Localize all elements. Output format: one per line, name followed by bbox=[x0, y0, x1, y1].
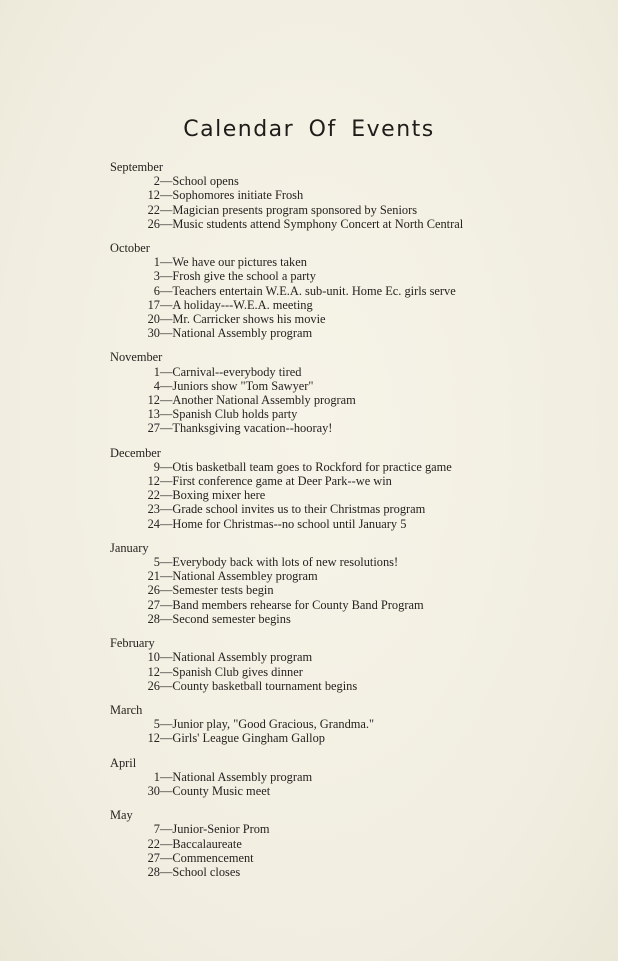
event-description: Otis basketball team goes to Rockford for practice game bbox=[172, 459, 452, 474]
event-item bbox=[110, 203, 574, 217]
month-section-september bbox=[104, 160, 574, 231]
event-item bbox=[110, 598, 574, 612]
event-day: 28 bbox=[147, 611, 160, 626]
event-dash: — bbox=[160, 269, 173, 284]
event-dash: — bbox=[160, 583, 173, 598]
event-day: 24 bbox=[147, 516, 160, 531]
event-dash: — bbox=[160, 611, 173, 626]
event-item bbox=[110, 679, 574, 693]
event-dash: — bbox=[160, 297, 173, 312]
event-item bbox=[110, 837, 574, 851]
event-description: Grade school invites us to their Christmas program bbox=[172, 502, 426, 517]
event-dash: — bbox=[160, 850, 173, 865]
event-dash: — bbox=[160, 174, 173, 189]
event-item bbox=[110, 421, 574, 435]
event-day: 26 bbox=[147, 583, 160, 598]
event-day: 12 bbox=[147, 474, 160, 489]
event-day: 1 bbox=[153, 364, 160, 379]
event-description: Thanksgiving vacation--hooray! bbox=[172, 421, 333, 436]
event-day: 1 bbox=[153, 769, 160, 784]
event-description: School opens bbox=[172, 174, 239, 189]
event-description: National Assembly program bbox=[172, 650, 313, 665]
month-heading: September bbox=[110, 160, 163, 174]
event-item bbox=[110, 865, 574, 879]
event-day: 20 bbox=[147, 312, 160, 327]
event-dash: — bbox=[160, 283, 173, 298]
event-day: 27 bbox=[147, 597, 160, 612]
event-dash: — bbox=[160, 378, 173, 393]
event-day: 5 bbox=[153, 717, 160, 732]
event-day: 22 bbox=[147, 836, 160, 851]
event-day: 7 bbox=[153, 822, 160, 837]
event-dash: — bbox=[160, 731, 173, 746]
event-dash: — bbox=[160, 717, 173, 732]
event-day: 12 bbox=[147, 393, 160, 408]
event-description: Baccalaureate bbox=[172, 836, 242, 851]
event-dash: — bbox=[160, 783, 173, 798]
event-description: Spanish Club gives dinner bbox=[172, 664, 303, 679]
event-dash: — bbox=[160, 421, 173, 436]
event-description: Home for Christmas--no school until January 5 bbox=[172, 516, 407, 531]
month-section-may bbox=[104, 808, 574, 879]
event-description: Girls' League Gingham Gallop bbox=[172, 731, 325, 746]
event-day: 27 bbox=[147, 421, 160, 436]
month-heading: May bbox=[110, 808, 133, 823]
event-description: Music students attend Symphony Concert at North Central bbox=[172, 216, 464, 231]
event-dash: — bbox=[160, 393, 173, 408]
event-description: School closes bbox=[172, 864, 241, 879]
event-item bbox=[110, 379, 574, 393]
event-day: 22 bbox=[147, 202, 160, 217]
event-dash: — bbox=[160, 555, 173, 570]
event-day: 13 bbox=[147, 407, 160, 422]
event-description: Boxing mixer here bbox=[172, 488, 266, 503]
event-day: 12 bbox=[147, 731, 160, 746]
event-description: Teachers entertain W.E.A. sub-unit. Home Ec. girls serve bbox=[172, 283, 456, 298]
event-item bbox=[110, 650, 574, 664]
event-item bbox=[110, 217, 574, 231]
event-description: Spanish Club holds party bbox=[172, 407, 298, 422]
event-day: 9 bbox=[153, 459, 160, 474]
event-description: Semester tests begin bbox=[172, 583, 274, 598]
event-item bbox=[110, 612, 574, 626]
event-description: Junior play, "Good Gracious, Grandma." bbox=[172, 717, 375, 732]
event-item bbox=[110, 851, 574, 865]
event-list bbox=[110, 770, 574, 798]
event-dash: — bbox=[160, 188, 173, 203]
event-item bbox=[110, 312, 574, 326]
month-heading: October bbox=[110, 241, 150, 256]
event-list bbox=[110, 255, 574, 340]
event-day: 1 bbox=[153, 255, 160, 270]
event-description: Mr. Carricker shows his movie bbox=[172, 312, 326, 327]
event-description: Second semester begins bbox=[172, 611, 291, 626]
event-day: 5 bbox=[153, 555, 160, 570]
event-item bbox=[110, 784, 574, 798]
event-description: County Music meet bbox=[172, 783, 271, 798]
event-description: A holiday---W.E.A. meeting bbox=[172, 297, 313, 312]
event-item bbox=[110, 269, 574, 283]
event-list bbox=[110, 650, 574, 693]
event-dash: — bbox=[160, 864, 173, 879]
event-item bbox=[110, 488, 574, 502]
month-section-march bbox=[104, 703, 574, 746]
month-section-january bbox=[104, 541, 574, 626]
event-item bbox=[110, 822, 574, 836]
page-title: Calendar Of Events bbox=[183, 117, 435, 142]
event-day: 26 bbox=[147, 216, 160, 231]
event-item bbox=[110, 770, 574, 784]
event-dash: — bbox=[160, 822, 173, 837]
event-item bbox=[110, 569, 574, 583]
event-list bbox=[110, 822, 574, 879]
event-list bbox=[110, 174, 574, 231]
event-description: National Assembly program bbox=[172, 326, 313, 341]
event-item bbox=[110, 583, 574, 597]
month-section-november bbox=[104, 350, 574, 435]
event-day: 4 bbox=[153, 378, 160, 393]
event-dash: — bbox=[160, 597, 173, 612]
event-item bbox=[110, 517, 574, 531]
event-day: 23 bbox=[147, 502, 160, 517]
event-dash: — bbox=[160, 407, 173, 422]
month-heading: April bbox=[110, 755, 137, 770]
event-item bbox=[110, 393, 574, 407]
event-item bbox=[110, 188, 574, 202]
month-heading: March bbox=[110, 702, 143, 717]
event-description: National Assembley program bbox=[172, 569, 318, 584]
event-day: 27 bbox=[147, 850, 160, 865]
event-day: 6 bbox=[153, 283, 160, 298]
event-dash: — bbox=[160, 678, 173, 693]
event-day: 30 bbox=[147, 326, 160, 341]
event-description: Commencement bbox=[172, 850, 254, 865]
event-item bbox=[110, 174, 574, 188]
event-day: 10 bbox=[147, 650, 160, 665]
event-item bbox=[110, 502, 574, 516]
event-dash: — bbox=[160, 769, 173, 784]
event-dash: — bbox=[160, 326, 173, 341]
event-day: 12 bbox=[147, 664, 160, 679]
event-list bbox=[110, 555, 574, 626]
event-day: 2 bbox=[153, 174, 160, 189]
month-heading: December bbox=[110, 445, 161, 460]
event-day: 3 bbox=[153, 269, 160, 284]
month-heading: January bbox=[110, 540, 149, 555]
event-description: Another National Assembly program bbox=[172, 393, 356, 408]
event-day: 30 bbox=[147, 783, 160, 798]
event-dash: — bbox=[160, 650, 173, 665]
month-heading: February bbox=[110, 636, 155, 651]
event-description: Magician presents program sponsored by Seniors bbox=[172, 202, 418, 217]
event-list bbox=[110, 365, 574, 436]
event-item bbox=[110, 717, 574, 731]
event-description: Band members rehearse for County Band Program bbox=[172, 597, 424, 612]
event-day: 26 bbox=[147, 678, 160, 693]
event-dash: — bbox=[160, 216, 173, 231]
event-dash: — bbox=[160, 502, 173, 517]
month-heading: November bbox=[110, 350, 163, 365]
event-dash: — bbox=[160, 312, 173, 327]
event-item bbox=[110, 407, 574, 421]
event-item bbox=[110, 326, 574, 340]
month-section-october bbox=[104, 241, 574, 340]
event-item bbox=[110, 284, 574, 298]
event-list bbox=[110, 717, 574, 745]
event-day: 22 bbox=[147, 488, 160, 503]
event-item bbox=[110, 665, 574, 679]
event-description: Junior-Senior Prom bbox=[172, 822, 270, 837]
event-item bbox=[110, 731, 574, 745]
event-day: 12 bbox=[147, 188, 160, 203]
event-description: We have our pictures taken bbox=[172, 255, 307, 270]
event-description: First conference game at Deer Park--we win bbox=[172, 474, 392, 489]
event-dash: — bbox=[160, 459, 173, 474]
event-day: 17 bbox=[147, 297, 160, 312]
event-dash: — bbox=[160, 664, 173, 679]
calendar-list bbox=[104, 160, 574, 879]
event-description: Sophomores initiate Frosh bbox=[172, 188, 304, 203]
event-item bbox=[110, 365, 574, 379]
event-description: County basketball tournament begins bbox=[172, 678, 358, 693]
month-section-february bbox=[104, 636, 574, 693]
event-dash: — bbox=[160, 474, 173, 489]
month-section-december bbox=[104, 446, 574, 531]
event-dash: — bbox=[160, 488, 173, 503]
event-description: Carnival--everybody tired bbox=[172, 364, 302, 379]
event-item bbox=[110, 555, 574, 569]
event-dash: — bbox=[160, 364, 173, 379]
event-day: 21 bbox=[147, 569, 160, 584]
event-description: Juniors show "Tom Sawyer" bbox=[172, 378, 314, 393]
event-description: Everybody back with lots of new resolutions! bbox=[172, 555, 399, 570]
event-item bbox=[110, 255, 574, 269]
event-description: Frosh give the school a party bbox=[172, 269, 316, 284]
event-day: 28 bbox=[147, 864, 160, 879]
event-item bbox=[110, 298, 574, 312]
event-description: National Assembly program bbox=[172, 769, 313, 784]
event-dash: — bbox=[160, 516, 173, 531]
event-list bbox=[110, 460, 574, 531]
event-dash: — bbox=[160, 569, 173, 584]
event-dash: — bbox=[160, 255, 173, 270]
event-item bbox=[110, 460, 574, 474]
event-dash: — bbox=[160, 836, 173, 851]
event-dash: — bbox=[160, 202, 173, 217]
event-item bbox=[110, 474, 574, 488]
month-section-april bbox=[104, 756, 574, 799]
